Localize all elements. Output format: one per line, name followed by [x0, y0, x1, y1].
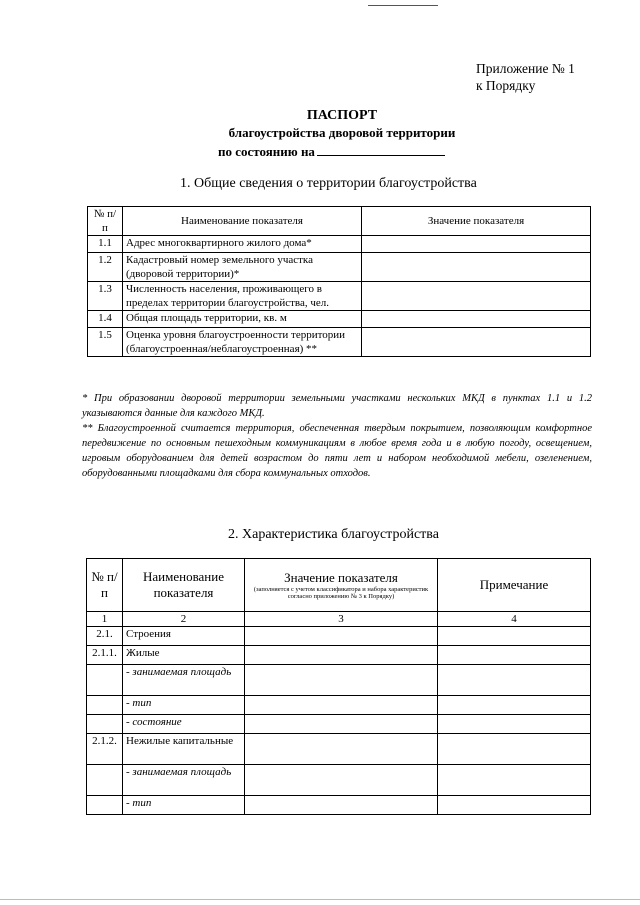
table-row: [88, 282, 591, 311]
date-blank[interactable]: [317, 143, 445, 156]
row-num: 2.1.2.: [87, 734, 123, 765]
row-remark[interactable]: [438, 696, 591, 715]
footnote-2: ** Благоустроенной считается территория, обеспеченная твердым покрытием, позволяющим комфортное передвижение по основным пешеходным коммуникациям в любое время года и в любую погоду, освещением, игровым оборудованием для детей возрастом до пяти лет и набором необходимой мебели, озеленением, оборудованными площадками для сбора коммунальных отходов.: [82, 423, 592, 479]
row-value[interactable]: [245, 734, 438, 765]
row-value[interactable]: [245, 696, 438, 715]
table-row: [87, 765, 591, 796]
colnum-2: 2: [123, 612, 245, 627]
table-row: [87, 646, 591, 665]
row-remark[interactable]: [438, 796, 591, 815]
row-remark[interactable]: [438, 646, 591, 665]
row-value[interactable]: [245, 715, 438, 734]
table-row: [88, 311, 591, 328]
colnum-4: 4: [438, 612, 591, 627]
row-num: [87, 696, 123, 715]
document-subtitle: благоустройства дворовой территории: [228, 125, 456, 140]
row-value[interactable]: [362, 311, 591, 328]
header-num: № п/п: [88, 207, 123, 236]
table-row: [87, 696, 591, 715]
header-value-note: (заполняется с учетом классификатора и набора характеристик согласно приложению № 3 к Порядку): [253, 585, 429, 600]
row-num: [87, 665, 123, 696]
characteristics-table: [86, 558, 591, 815]
row-value[interactable]: [362, 236, 591, 253]
row-num: 1.4: [88, 311, 123, 328]
row-remark[interactable]: [438, 734, 591, 765]
row-num: 1.1: [88, 236, 123, 253]
row-value[interactable]: [245, 665, 438, 696]
colnum-1: 1: [87, 612, 123, 627]
table-row: [88, 328, 591, 357]
row-remark[interactable]: [438, 715, 591, 734]
header-num: № п/п: [87, 559, 123, 612]
table-row: [87, 734, 591, 765]
row-name: Оценка уровня благоустроенности территории (благоустроенная/неблагоустроенная) **: [123, 328, 362, 357]
row-num: [87, 765, 123, 796]
header-name: Наименование показателя: [123, 559, 245, 612]
table-row: [87, 715, 591, 734]
row-name: Общая площадь территории, кв. м: [123, 311, 362, 328]
row-remark[interactable]: [438, 627, 591, 646]
row-value[interactable]: [362, 328, 591, 357]
row-num: 2.1.1.: [87, 646, 123, 665]
row-name: Кадастровый номер земельного участка (дворовой территории)*: [123, 253, 362, 282]
row-remark[interactable]: [438, 765, 591, 796]
footnote-1: * При образовании дворовой территории земельными участками нескольких МКД в пунктах 1.1 и 1.2 указываются данные для каждого МКД.: [82, 393, 592, 419]
row-name: Адрес многоквартирного жилого дома*: [123, 236, 362, 253]
table-row: [88, 236, 591, 253]
colnum-3: 3: [245, 612, 438, 627]
header-value: [245, 559, 438, 612]
top-rule: [368, 5, 438, 6]
appendix-line-1: Приложение № 1: [476, 61, 575, 76]
table-row: [87, 796, 591, 815]
row-num: [87, 796, 123, 815]
document-date-line: [218, 143, 445, 160]
row-name: - тип: [123, 796, 245, 815]
row-name: Нежилые капитальные: [123, 734, 245, 765]
row-name: Жилые: [123, 646, 245, 665]
footnotes: [82, 391, 592, 481]
row-name: - состояние: [123, 715, 245, 734]
table-row: [87, 627, 591, 646]
row-remark[interactable]: [438, 665, 591, 696]
document-title: ПАСПОРТ: [306, 108, 378, 123]
row-name: - тип: [123, 696, 245, 715]
row-num: [87, 715, 123, 734]
row-num: 1.3: [88, 282, 123, 311]
appendix-block: [476, 60, 575, 94]
row-name: Численность населения, проживающего в пределах территории благоустройства, чел.: [123, 282, 362, 311]
row-value[interactable]: [245, 796, 438, 815]
header-value: Значение показателя: [362, 207, 591, 236]
row-name: - занимаемая площадь: [123, 765, 245, 796]
section-2-heading: 2. Характеристика благоустройства: [228, 527, 439, 542]
row-num: 1.2: [88, 253, 123, 282]
bottom-rule: [0, 899, 640, 900]
row-value[interactable]: [245, 627, 438, 646]
row-value[interactable]: [362, 253, 591, 282]
column-numbers-row: [87, 612, 591, 627]
row-value[interactable]: [362, 282, 591, 311]
general-info-table: [87, 206, 591, 357]
table-row: [87, 665, 591, 696]
row-name: - занимаемая площадь: [123, 665, 245, 696]
table-header-row: [87, 559, 591, 612]
table-row: [88, 253, 591, 282]
row-value[interactable]: [245, 646, 438, 665]
section-1-heading: 1. Общие сведения о территории благоустройства: [180, 176, 477, 191]
row-name: Строения: [123, 627, 245, 646]
header-name: Наименование показателя: [123, 207, 362, 236]
header-value-title: Значение показателя: [284, 569, 398, 585]
row-value[interactable]: [245, 765, 438, 796]
row-num: 1.5: [88, 328, 123, 357]
date-label: по состоянию на: [218, 144, 315, 159]
table-header-row: [88, 207, 591, 236]
header-remark: Примечание: [438, 559, 591, 612]
row-num: 2.1.: [87, 627, 123, 646]
appendix-line-2: к Порядку: [476, 78, 536, 93]
